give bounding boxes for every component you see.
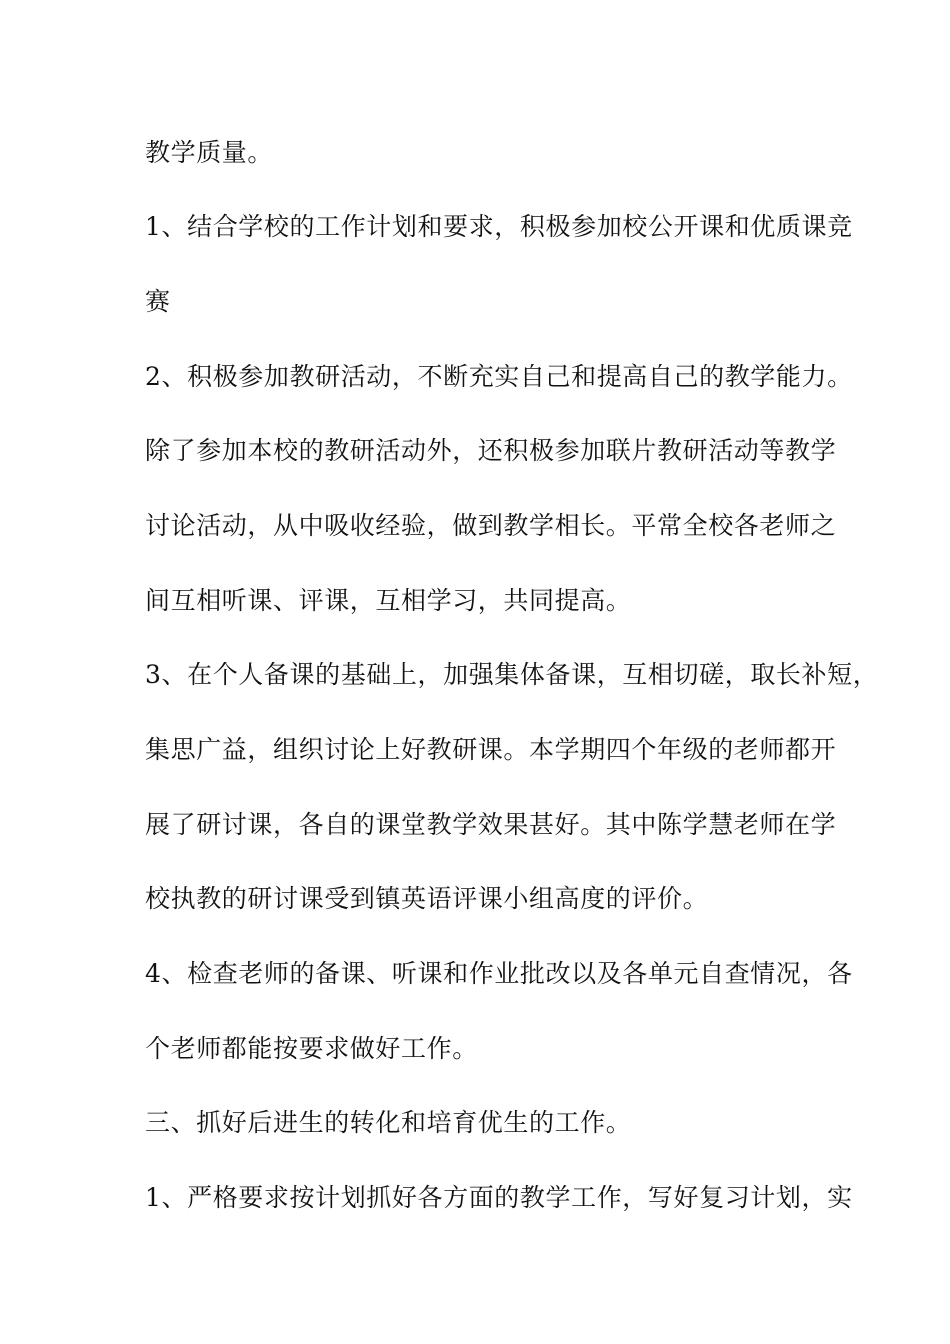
text-line: 讨论活动，从中吸收经验，做到教学相长。平常全校各老师之 <box>145 511 837 540</box>
text-line: 3、在个人备课的基础上，加强集体备课，互相切磋，取长补短， <box>145 660 879 689</box>
text-line: 1、严格要求按计划抓好各方面的教学工作，写好复习计划，实 <box>145 1183 853 1212</box>
text-line: 三、抓好后进生的转化和培育优生的工作。 <box>145 1108 632 1137</box>
text-line: 校执教的研讨课受到镇英语评课小组高度的评价。 <box>145 884 709 913</box>
text-line: 4、检查老师的备课、听课和作业批改以及各单元自查情况，各 <box>145 959 853 988</box>
text-line: 除了参加本校的教研活动外，还积极参加联片教研活动等教学 <box>145 436 837 465</box>
text-line: 1、结合学校的工作计划和要求，积极参加校公开课和优质课竞 <box>145 212 853 241</box>
text-line: 个老师都能按要求做好工作。 <box>145 1034 478 1063</box>
text-line: 展了研讨课，各自的课堂教学效果甚好。其中陈学慧老师在学 <box>145 810 837 839</box>
text-line: 教学质量。 <box>145 138 274 167</box>
text-line: 集思广益，组织讨论上好教研课。本学期四个年级的老师都开 <box>145 735 837 764</box>
text-line: 赛 <box>145 287 171 316</box>
text-line: 2、积极参加教研活动，不断充实自己和提高自己的教学能力。 <box>145 362 853 391</box>
text-line: 间互相听课、评课，互相学习，共同提高。 <box>145 586 632 615</box>
